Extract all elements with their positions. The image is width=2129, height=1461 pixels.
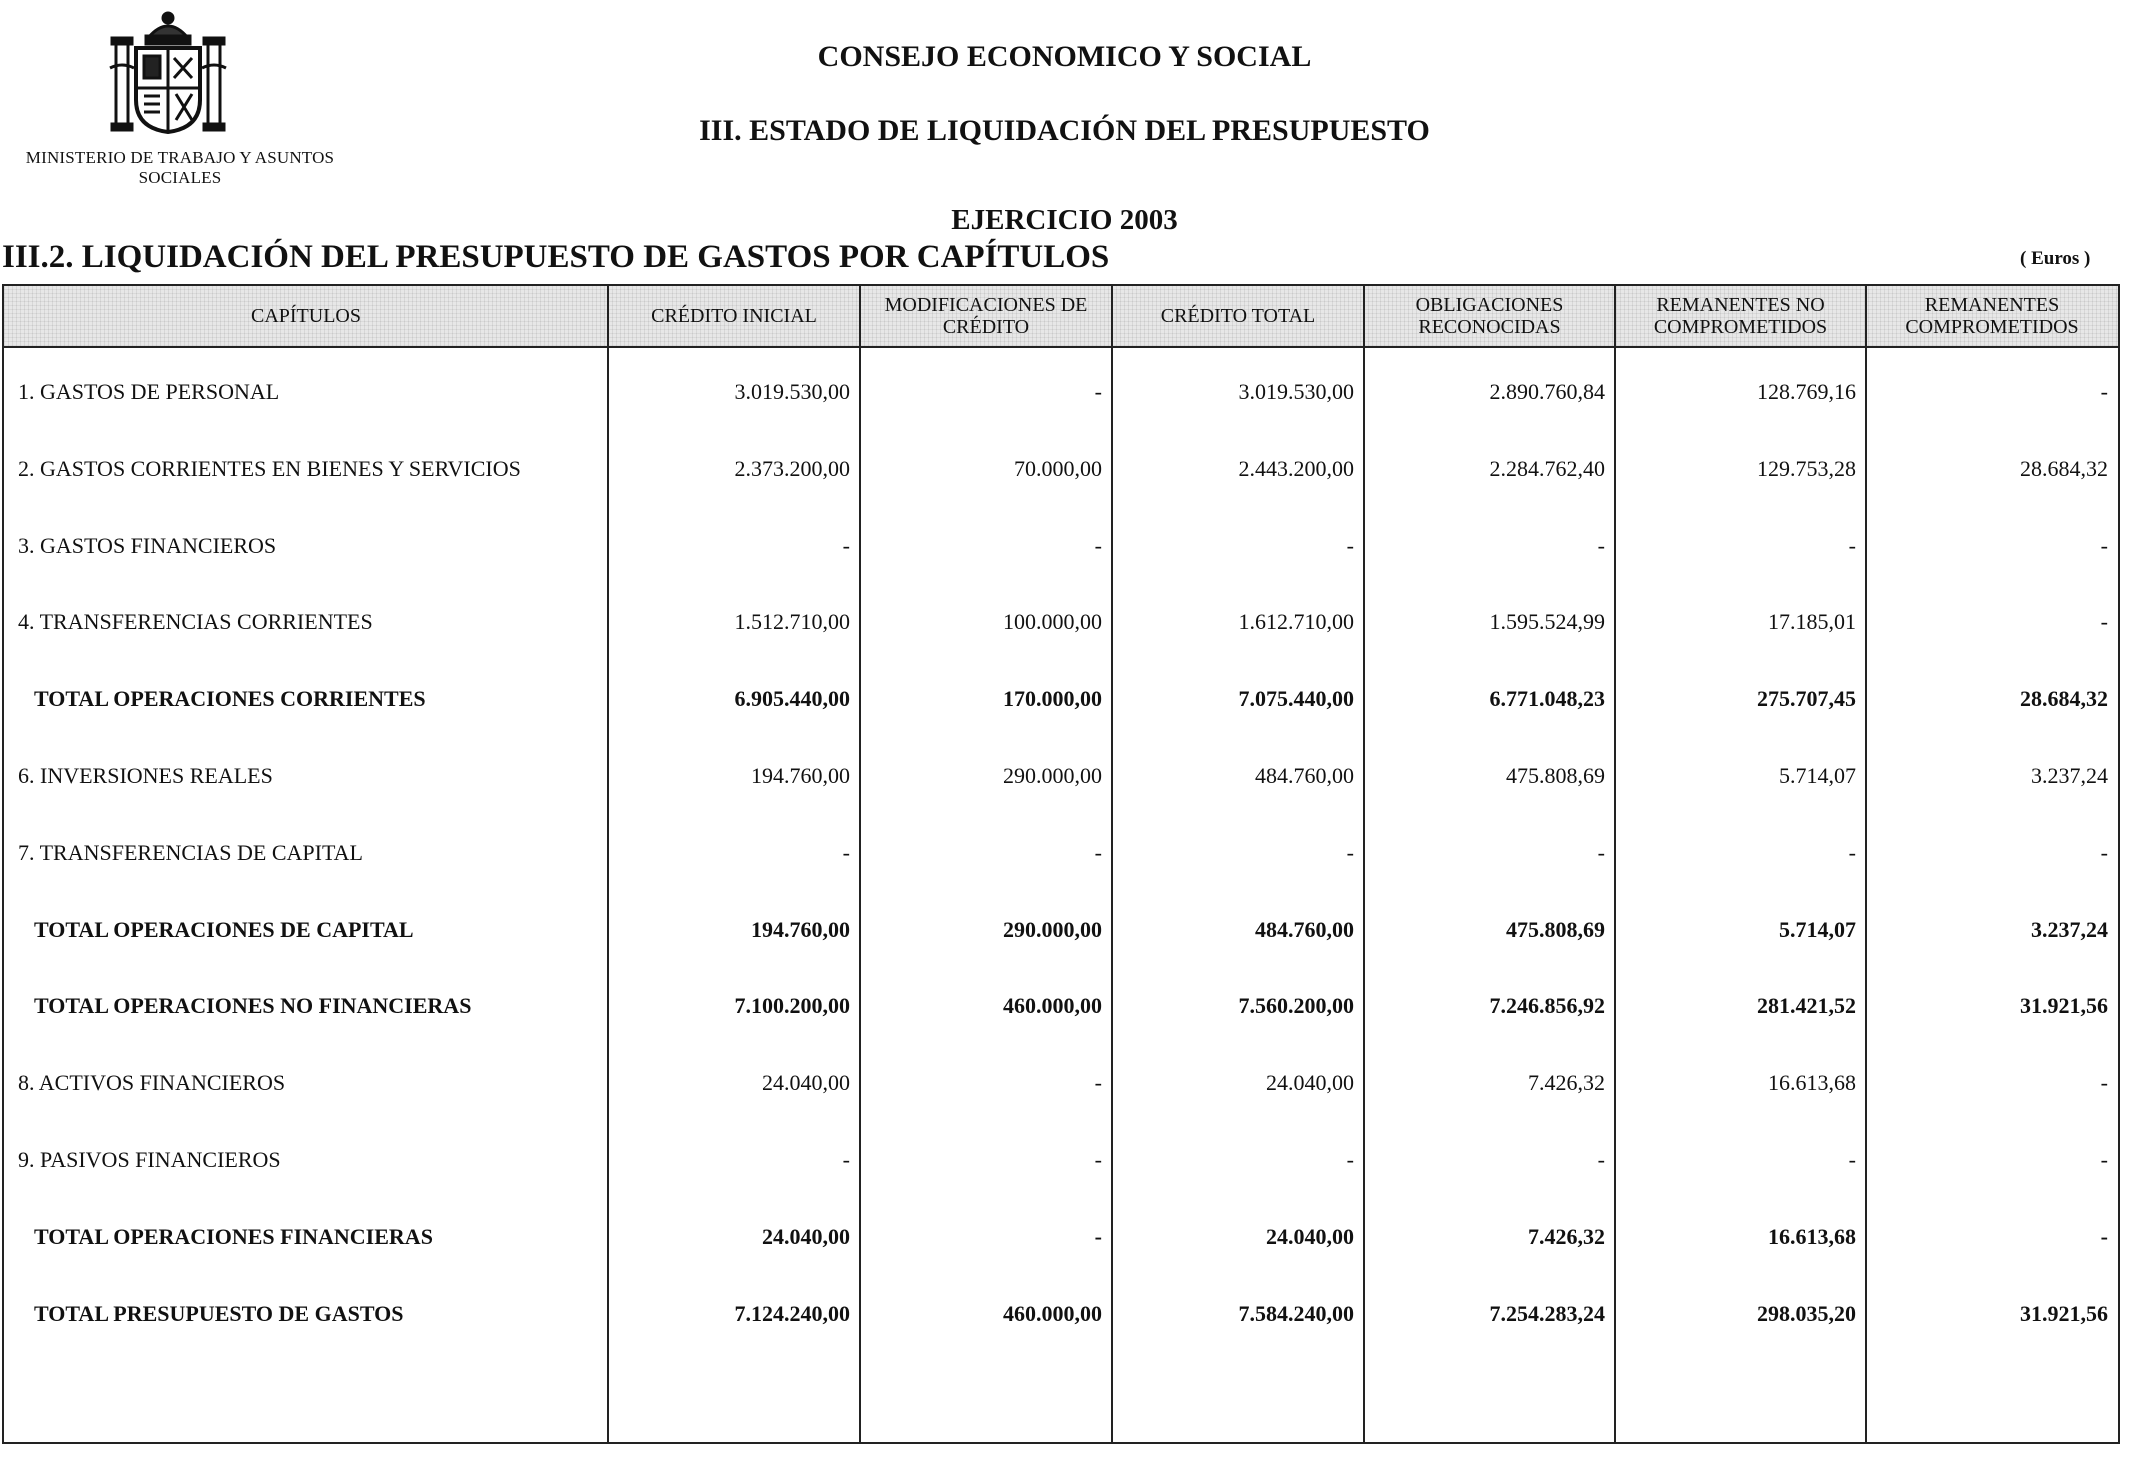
- column-header-text: [1161, 305, 1316, 327]
- column-header-text: [1654, 294, 1827, 338]
- row-value: -: [1094, 1070, 1102, 1096]
- row-value: -: [842, 839, 850, 865]
- row-label: 3. GASTOS FINANCIEROS: [18, 532, 277, 558]
- row-value: 7.426,32: [1528, 1223, 1605, 1249]
- row-label: 7. TRANSFERENCIAS DE CAPITAL: [18, 839, 363, 865]
- row-value: 484.760,00: [1255, 916, 1354, 942]
- row-value: 1.612.710,00: [1238, 609, 1354, 635]
- row-value: 3.237,24: [2031, 763, 2108, 788]
- row-value: -: [1094, 1147, 1102, 1172]
- row-value: -: [1346, 532, 1354, 558]
- total-row: [4, 1207, 2118, 1267]
- table-header: [4, 286, 2118, 348]
- currency-units: ( Euros ): [2020, 248, 2091, 269]
- row-label: 6. INVERSIONES REALES: [18, 763, 273, 788]
- row-value: 17.185,01: [1768, 609, 1856, 635]
- total-row: [4, 900, 2118, 960]
- column-header: [1112, 286, 1364, 346]
- row-value: -: [1597, 839, 1605, 865]
- row-label: TOTAL PRESUPUESTO DE GASTOS: [34, 1300, 404, 1326]
- column-header-text: [1905, 294, 2078, 338]
- row-value: 1.595.524,99: [1489, 609, 1605, 635]
- column-header-text: [251, 305, 361, 327]
- row-value: 28.684,32: [2020, 686, 2108, 712]
- column-header: [608, 286, 860, 346]
- row-value: -: [842, 1147, 850, 1172]
- row-value: -: [1848, 1147, 1856, 1172]
- row-value: -: [1094, 1223, 1102, 1249]
- row-label: TOTAL OPERACIONES NO FINANCIERAS: [34, 993, 472, 1019]
- row-value: -: [1597, 532, 1605, 558]
- row-value: -: [2100, 1070, 2108, 1096]
- row-value: 28.684,32: [2020, 455, 2108, 481]
- table-row: [4, 362, 2118, 422]
- row-value: 475.808,69: [1506, 763, 1605, 788]
- row-value: 129.753,28: [1757, 455, 1856, 481]
- row-value: -: [1094, 839, 1102, 865]
- row-value: 6.771.048,23: [1489, 686, 1605, 712]
- row-value: 100.000,00: [1003, 609, 1102, 635]
- row-value: -: [1094, 532, 1102, 558]
- column-header-line: OBLIGACIONES: [1415, 294, 1564, 316]
- row-value: -: [842, 532, 850, 558]
- column-header-text: [651, 305, 817, 327]
- column-header: [1364, 286, 1615, 346]
- row-label: TOTAL OPERACIONES DE CAPITAL: [34, 916, 414, 942]
- row-value: 7.426,32: [1528, 1070, 1605, 1096]
- column-header-line: CRÉDITO: [942, 316, 1030, 338]
- row-value: 6.905.440,00: [734, 686, 850, 712]
- table-row: [4, 439, 2118, 499]
- column-header-line: CRÉDITO INICIAL: [651, 305, 817, 327]
- row-value: 290.000,00: [1003, 763, 1102, 788]
- row-value: -: [1346, 839, 1354, 865]
- row-value: 460.000,00: [1003, 993, 1102, 1019]
- column-header-line: CAPÍTULOS: [250, 305, 361, 327]
- row-value: 290.000,00: [1003, 916, 1102, 942]
- row-value: 31.921,56: [2020, 1300, 2108, 1326]
- row-label: 4. TRANSFERENCIAS CORRIENTES: [18, 609, 373, 635]
- document-subtitle: III. ESTADO DE LIQUIDACIÓN DEL PRESUPUESTO: [699, 114, 1430, 147]
- section-title: III.2. LIQUIDACIÓN DEL PRESUPUESTO DE GASTOS POR CAPÍTULOS: [2, 239, 1110, 275]
- row-value: 5.714,07: [1779, 916, 1856, 942]
- row-value: -: [2100, 379, 2108, 404]
- table-row: [4, 1053, 2118, 1113]
- column-header-line: COMPROMETIDOS: [1905, 316, 2079, 338]
- document-title: CONSEJO ECONOMICO Y SOCIAL: [817, 40, 1312, 73]
- row-value: 16.613,68: [1768, 1223, 1856, 1249]
- row-value: 2.890.760,84: [1489, 379, 1605, 404]
- row-value: -: [2100, 1223, 2108, 1249]
- total-row: [4, 669, 2118, 729]
- row-value: -: [1597, 1147, 1605, 1172]
- column-header: [860, 286, 1112, 346]
- row-value: 7.124.240,00: [734, 1300, 850, 1326]
- row-value: 7.075.440,00: [1238, 686, 1354, 712]
- row-value: -: [1094, 379, 1102, 404]
- row-value: 16.613,68: [1768, 1070, 1856, 1096]
- table-row: [4, 746, 2118, 806]
- row-value: 31.921,56: [2020, 993, 2108, 1019]
- row-value: 5.714,07: [1779, 763, 1856, 788]
- row-value: -: [1848, 532, 1856, 558]
- column-header-line: REMANENTES: [1924, 294, 2060, 316]
- row-value: 475.808,69: [1506, 916, 1605, 942]
- total-row: [4, 976, 2118, 1036]
- row-value: 275.707,45: [1757, 686, 1856, 712]
- table-row: [4, 516, 2118, 576]
- row-value: 2.443.200,00: [1238, 455, 1354, 481]
- row-value: 7.254.283,24: [1489, 1300, 1605, 1326]
- row-label: TOTAL OPERACIONES CORRIENTES: [34, 686, 426, 712]
- row-value: 2.284.762,40: [1489, 455, 1605, 481]
- row-label: 1. GASTOS DE PERSONAL: [18, 379, 280, 404]
- column-header-line: RECONOCIDAS: [1418, 316, 1561, 338]
- column-header: [1866, 286, 2118, 346]
- row-value: 298.035,20: [1757, 1300, 1856, 1326]
- row-value: 3.019.530,00: [1238, 379, 1354, 404]
- row-value: -: [1346, 1147, 1354, 1172]
- row-value: 7.560.200,00: [1238, 993, 1354, 1019]
- column-header-text: [1416, 294, 1564, 338]
- row-value: 281.421,52: [1757, 993, 1856, 1019]
- ministry-name: [10, 148, 350, 188]
- column-header: [4, 286, 608, 346]
- row-label: 9. PASIVOS FINANCIEROS: [18, 1147, 281, 1172]
- row-value: 1.512.710,00: [734, 609, 850, 635]
- row-value: 24.040,00: [762, 1223, 850, 1249]
- ministry-line-2: SOCIALES: [138, 168, 222, 187]
- row-value: -: [2100, 532, 2108, 558]
- row-value: 2.373.200,00: [734, 455, 850, 481]
- column-header-text: [885, 294, 1088, 338]
- row-value: 70.000,00: [1014, 455, 1102, 481]
- row-value: 194.760,00: [751, 763, 850, 788]
- row-value: -: [1848, 839, 1856, 865]
- row-value: 24.040,00: [762, 1070, 850, 1096]
- row-value: 484.760,00: [1255, 763, 1354, 788]
- column-header-line: CRÉDITO TOTAL: [1160, 305, 1316, 327]
- table-row: [4, 592, 2118, 652]
- row-value: -: [2100, 1147, 2108, 1172]
- table-row: [4, 1130, 2118, 1190]
- row-label: 2. GASTOS CORRIENTES EN BIENES Y SERVICIOS: [18, 455, 521, 481]
- row-value: 194.760,00: [751, 916, 850, 942]
- row-value: 7.246.856,92: [1489, 993, 1605, 1019]
- row-value: 170.000,00: [1003, 686, 1102, 712]
- column-header-line: REMANENTES NO: [1656, 294, 1825, 316]
- row-value: -: [2100, 609, 2108, 635]
- row-label: 8. ACTIVOS FINANCIEROS: [18, 1070, 286, 1096]
- row-value: 3.019.530,00: [734, 379, 850, 404]
- row-value: 7.100.200,00: [734, 993, 850, 1019]
- row-label: TOTAL OPERACIONES FINANCIERAS: [34, 1223, 433, 1249]
- total-row: [4, 1284, 2118, 1344]
- column-header-line: COMPROMETIDOS: [1653, 316, 1828, 338]
- ministry-line-1: MINISTERIO DE TRABAJO Y ASUNTOS: [25, 148, 335, 167]
- row-value: 24.040,00: [1266, 1223, 1354, 1249]
- row-value: 24.040,00: [1266, 1070, 1354, 1096]
- row-value: -: [2100, 839, 2108, 865]
- row-value: 460.000,00: [1003, 1300, 1102, 1326]
- column-header-line: MODIFICACIONES DE: [884, 294, 1088, 316]
- budget-table: [2, 284, 2120, 1444]
- row-value: 3.237,24: [2031, 916, 2108, 942]
- row-value: 128.769,16: [1757, 379, 1856, 404]
- exercise-year: EJERCICIO 2003: [951, 204, 1178, 236]
- column-header: [1615, 286, 1866, 346]
- table-row: [4, 823, 2118, 883]
- row-value: 7.584.240,00: [1238, 1300, 1354, 1326]
